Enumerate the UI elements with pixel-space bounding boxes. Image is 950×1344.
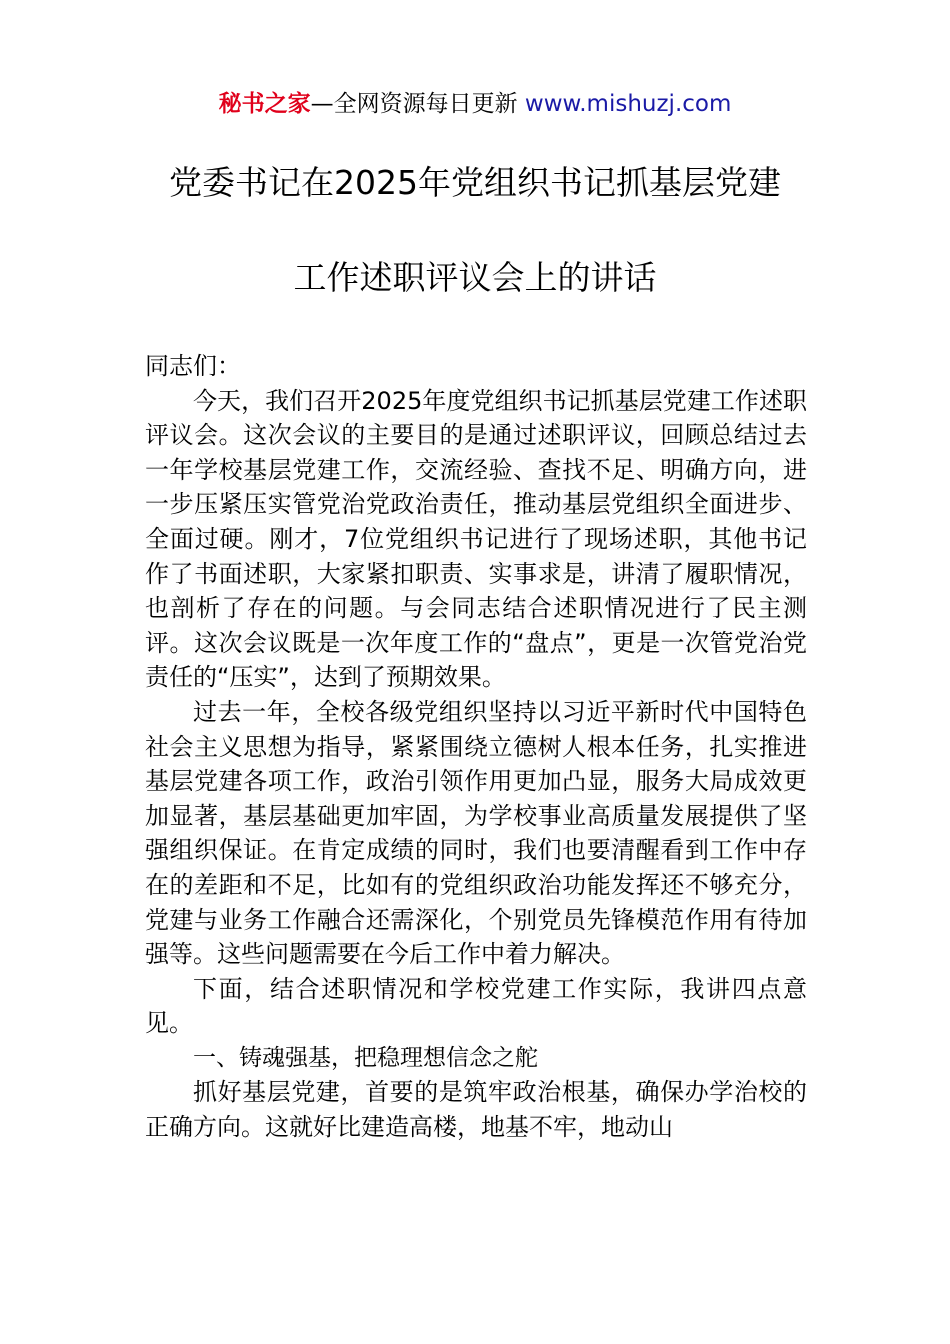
brand-name: 秘书之家	[218, 91, 311, 117]
site-url[interactable]: www.mishuzj.com	[524, 91, 732, 117]
paragraph-2: 过去一年，全校各级党组织坚持以习近平新时代中国特色社会主义思想为指导，紧紧围绕立德树人根本任务，扎实推进基层党建各项工作，政治引领作用更加凸显，服务大局成效更加显著，基层基础更加牢固，为学校事业高质量发展提供了坚强组织保证。在肯定成绩的同时，我们也要清醒看到工作中存在的差距和不足，比如有的党组织政治功能发挥还不够充分，党建与业务工作融合还需深化，个别党员先锋模范作用有待加强等。这些问题需要在今后工作中着力解决。	[145, 697, 807, 969]
site-header	[0, 88, 950, 120]
paragraph-4: 抓好基层党建，首要的是筑牢政治根基，确保办学治校的正确方向。这就好比建造高楼，地基不牢，地动山	[145, 1078, 807, 1142]
document-body	[145, 349, 807, 1145]
document-title-line-2: 工作述职评议会上的讲话	[293, 258, 657, 297]
salutation: 同志们：	[145, 352, 241, 380]
section-heading-1: 一、铸魂强基，把稳理想信念之舵	[193, 1044, 538, 1071]
paragraph-3: 下面，结合述职情况和学校党建工作实际，我讲四点意见。	[145, 974, 807, 1038]
paragraph-1: 今天，我们召开2025年度党组织书记抓基层党建工作述职评议会。这次会议的主要目的是通过述职评议，回顾总结过去一年学校基层党建工作，交流经验、查找不足、明确方向，进一步压紧压实管党治党政治责任，推动基层党组织全面进步、全面过硬。刚才，7位党组织书记进行了现场述职，其他书记作了书面述职，大家紧扣职责、实事求是，讲清了履职情况，也剖析了存在的问题。与会同志结合述职情况进行了民主测评。这次会议既是一次年度工作的“盘点”，更是一次管党治党责任的“压实”，达到了预期效果。	[145, 386, 807, 692]
document-title-line-1: 党委书记在2025年党组织书记抓基层党建	[169, 163, 781, 202]
header-slogan: —全网资源每日更新	[310, 91, 518, 117]
